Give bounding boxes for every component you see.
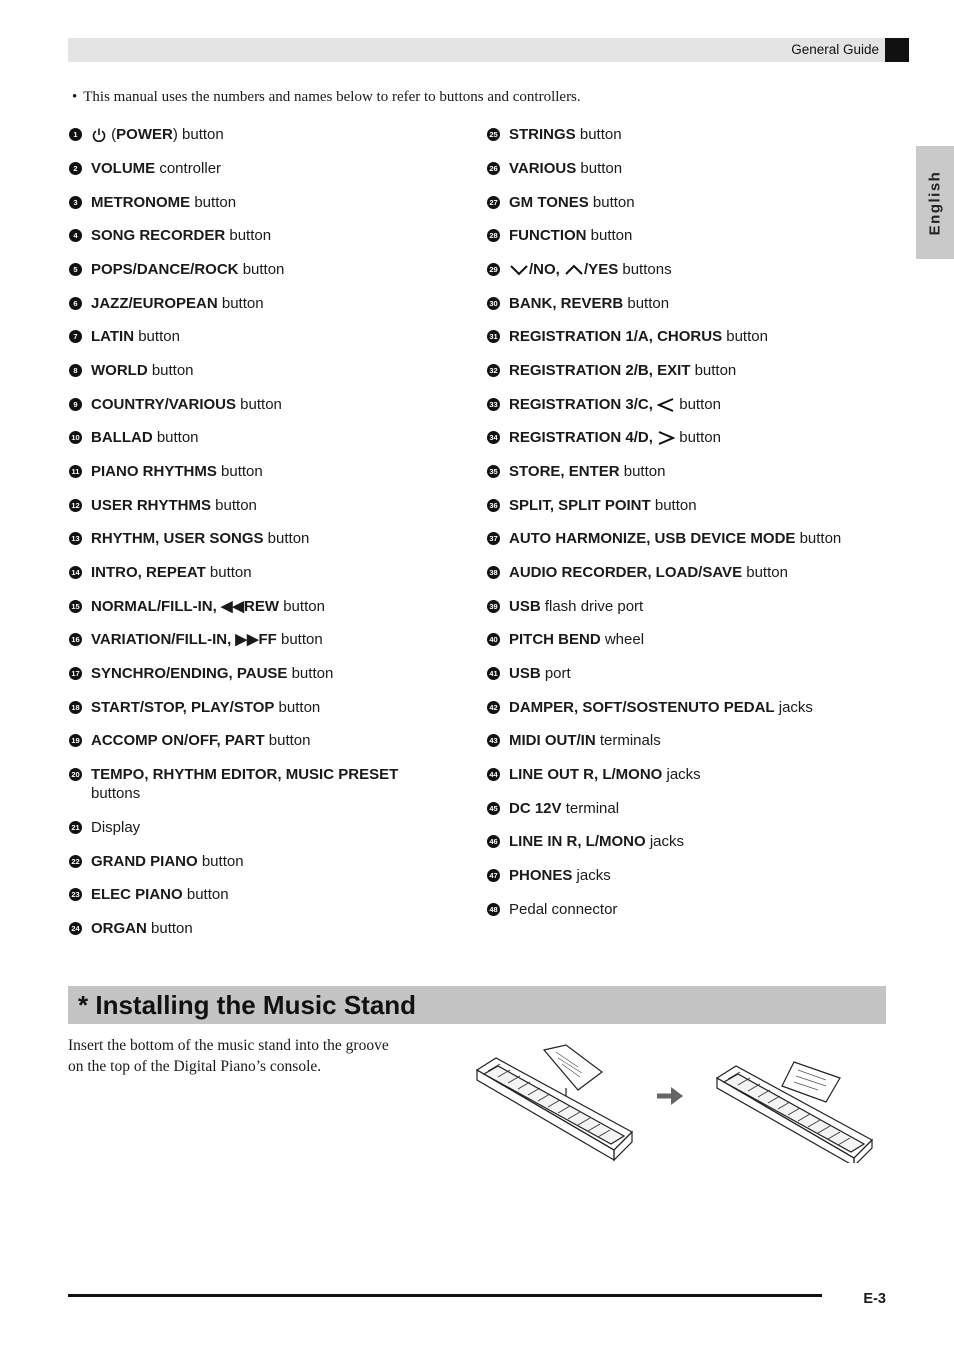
item-label-bold: LINE OUT R, L/MONO <box>509 766 663 783</box>
item-label <box>509 462 665 481</box>
item-number-badge: 22 <box>69 855 82 868</box>
item-label-rest: Pedal connector <box>509 901 618 918</box>
item-label-rest: jacks <box>662 766 701 783</box>
item-label <box>509 799 619 818</box>
item-number-badge: 29 <box>487 263 500 276</box>
item-number-badge: 36 <box>487 499 500 512</box>
item-label-rest: button <box>190 194 237 211</box>
item-number-badge: 3 <box>69 196 82 209</box>
item-number-badge: 16 <box>69 633 82 646</box>
item-number-badge: 1 <box>69 128 82 141</box>
item-number-badge: 43 <box>487 734 500 747</box>
item-label <box>509 294 669 313</box>
item-label <box>509 866 611 885</box>
item-label <box>509 698 813 717</box>
item-number-badge: 17 <box>69 667 82 680</box>
item-number-badge: 46 <box>487 835 500 848</box>
item-label-bold: /YES <box>584 261 619 278</box>
item-label-rest: button <box>619 463 666 480</box>
item-number-badge: 39 <box>487 600 500 613</box>
footer-rule <box>68 1294 822 1297</box>
item-label <box>509 563 788 582</box>
intro-text: This manual uses the numbers and names below to refer to buttons and controllers. <box>83 89 581 105</box>
item-label-bold: DAMPER, SOFT/SOSTENUTO PEDAL <box>509 699 775 716</box>
item-label-bold: VOLUME <box>91 160 156 177</box>
item-number-badge: 38 <box>487 566 500 579</box>
item-label-bold: RHYTHM, USER SONGS <box>91 530 264 547</box>
item-number-badge: 35 <box>487 465 500 478</box>
section-title: * Installing the Music Stand <box>78 990 417 1020</box>
item-label-bold: COUNTRY/VARIOUS <box>91 396 237 413</box>
item-label-rest: button <box>287 665 334 682</box>
item-number-badge: 30 <box>487 297 500 310</box>
item-label-rest: button <box>217 295 264 312</box>
item-number-badge: 41 <box>487 667 500 680</box>
item-label-bold: FUNCTION <box>509 227 587 244</box>
item-label-bold: SONG RECORDER <box>91 227 226 244</box>
item-label-rest: jacks <box>774 699 813 716</box>
item-label-rest: controller <box>155 160 222 177</box>
item-label-rest: terminals <box>595 732 661 749</box>
item-number-badge: 8 <box>69 364 82 377</box>
item-label-rest: button <box>238 261 285 278</box>
language-tab <box>916 146 954 259</box>
item-label-bold: NORMAL/FILL-IN, ◀◀REW <box>91 598 280 615</box>
item-number-badge: 44 <box>487 768 500 781</box>
item-label-bold: REGISTRATION 3/C, <box>509 396 653 413</box>
item-label-bold: POPS/DANCE/ROCK <box>91 261 239 278</box>
item-label-bold: METRONOME <box>91 194 191 211</box>
item-label-bold: GM TONES <box>509 194 589 211</box>
item-label-bold: START/STOP, PLAY/STOP <box>91 699 275 716</box>
item-label <box>91 529 309 548</box>
item-number-badge: 14 <box>69 566 82 579</box>
item-label-rest: button <box>588 194 635 211</box>
item-label-rest: button <box>182 886 229 903</box>
item-number-badge: 13 <box>69 532 82 545</box>
item-label <box>91 731 311 750</box>
item-label-bold: SPLIT, SPLIT POINT <box>509 497 651 514</box>
item-label <box>91 664 333 683</box>
item-label-rest: terminal <box>561 800 620 817</box>
item-label-rest: button <box>274 699 321 716</box>
item-label-bold: MIDI OUT/IN <box>509 732 596 749</box>
item-label-rest: jacks <box>645 833 685 850</box>
item-label <box>509 395 721 414</box>
item-label <box>509 900 617 919</box>
item-label-bold: TEMPO, RHYTHM EDITOR, MUSIC PRESET <box>91 766 399 783</box>
chevron-left-icon <box>657 398 675 412</box>
item-label-bold: PITCH BEND <box>509 631 601 648</box>
intro-line <box>72 89 581 106</box>
instruction-text: Insert the bottom of the music stand into the groove on the top of the Digital Piano’s console. <box>68 1037 389 1075</box>
item-number-badge: 23 <box>69 888 82 901</box>
item-label <box>509 125 622 144</box>
item-label <box>91 193 236 212</box>
item-label-bold: SYNCHRO/ENDING, PAUSE <box>91 665 288 682</box>
item-label-rest: button <box>722 328 768 345</box>
item-number-badge: 21 <box>69 821 82 834</box>
item-number-badge: 31 <box>487 330 500 343</box>
item-number-badge: 15 <box>69 600 82 613</box>
item-label-rest: wheel <box>600 631 645 648</box>
item-label-bold: ORGAN <box>91 920 147 937</box>
item-label-bold: BANK, REVERB <box>509 295 624 312</box>
item-label <box>509 159 622 178</box>
item-label-rest: button <box>586 227 633 244</box>
header-bar <box>68 38 909 62</box>
item-label-rest: button <box>205 564 252 581</box>
item-label <box>91 885 229 904</box>
item-label-bold: VARIATION/FILL-IN, ▶▶FF <box>91 631 277 648</box>
item-label <box>509 529 841 548</box>
item-number-badge: 9 <box>69 398 82 411</box>
item-label-rest: buttons <box>618 261 672 278</box>
item-label-bold: JAZZ/EUROPEAN <box>91 295 218 312</box>
arrow-right-icon <box>655 1085 685 1107</box>
item-label <box>509 832 684 851</box>
item-label-bold: STORE, ENTER <box>509 463 620 480</box>
item-label-bold: REGISTRATION 2/B, EXIT <box>509 362 691 379</box>
item-label-bold: VARIOUS <box>509 160 577 177</box>
item-number-badge: 27 <box>487 196 500 209</box>
item-label <box>91 597 325 616</box>
item-number-badge: 40 <box>487 633 500 646</box>
item-label <box>91 260 284 279</box>
language-tab-label: English <box>926 170 944 235</box>
item-label-rest: button <box>742 564 788 581</box>
item-label-rest: port <box>540 665 571 682</box>
header-marker <box>885 38 909 62</box>
bullet: • <box>72 89 78 105</box>
item-label-rest: flash drive port <box>540 598 644 615</box>
item-label-rest: button <box>279 598 325 615</box>
item-label-rest: button <box>690 362 737 379</box>
piano-stand-before-illustration <box>474 1040 634 1165</box>
item-label <box>91 563 252 582</box>
item-label-bold: GRAND PIANO <box>91 853 198 870</box>
item-label-continuation: buttons <box>91 785 141 802</box>
item-number-badge: 48 <box>487 903 500 916</box>
item-label-rest: button <box>623 295 670 312</box>
item-label-bold: USB <box>509 665 541 682</box>
item-label-bold: AUDIO RECORDER, LOAD/SAVE <box>509 564 743 581</box>
item-label <box>509 428 721 447</box>
item-label <box>91 159 221 178</box>
item-label-bold: ELEC PIANO <box>91 886 183 903</box>
item-label-bold: LATIN <box>91 328 135 345</box>
item-label-bold: AUTO HARMONIZE, USB DEVICE MODE <box>509 530 796 547</box>
item-label <box>91 496 257 515</box>
item-label-bold: /NO, <box>529 261 565 278</box>
item-label-rest: button <box>675 396 721 413</box>
item-label-rest: button <box>134 328 180 345</box>
item-label <box>91 818 140 837</box>
item-label <box>509 765 701 784</box>
item-label-bold: WORLD <box>91 362 148 379</box>
item-label <box>509 731 661 750</box>
item-label <box>91 462 263 481</box>
item-label-bold: PIANO RHYTHMS <box>91 463 217 480</box>
item-number-badge: 34 <box>487 431 500 444</box>
chevron-down-icon <box>509 264 529 276</box>
page-number: E-3 <box>863 1291 886 1307</box>
item-label <box>91 630 323 649</box>
item-label-bold: BALLAD <box>91 429 153 446</box>
item-number-badge: 6 <box>69 297 82 310</box>
item-label-rest: button <box>211 497 257 514</box>
item-number-badge: 20 <box>69 768 82 781</box>
item-label <box>91 919 193 938</box>
item-number-badge: 37 <box>487 532 500 545</box>
item-label-bold: REGISTRATION 4/D, <box>509 429 653 446</box>
header-title: General Guide <box>791 42 879 57</box>
item-number-badge: 12 <box>69 499 82 512</box>
item-label-bold: REGISTRATION 1/A, CHORUS <box>509 328 723 345</box>
item-label-bold: ACCOMP ON/OFF, PART <box>91 732 265 749</box>
item-label <box>509 664 571 683</box>
item-label <box>91 765 398 784</box>
item-label-rest: button <box>225 227 272 244</box>
item-label-rest: button <box>650 497 697 514</box>
item-label <box>91 327 180 346</box>
item-label <box>509 327 768 346</box>
piano-stand-after-illustration <box>714 1058 874 1163</box>
item-label-bold: USB <box>509 598 541 615</box>
item-number-badge: 10 <box>69 431 82 444</box>
item-label <box>509 226 632 245</box>
item-label <box>509 630 644 649</box>
item-label <box>91 852 244 871</box>
item-label-rest: button <box>152 429 199 446</box>
item-label-rest: button <box>795 530 842 547</box>
item-label <box>91 395 282 414</box>
item-number-badge: 4 <box>69 229 82 242</box>
item-number-badge: 5 <box>69 263 82 276</box>
item-number-badge: 42 <box>487 701 500 714</box>
item-number-badge: 47 <box>487 869 500 882</box>
item-label <box>509 597 643 616</box>
item-label-rest: button <box>236 396 282 413</box>
item-label-mid: ( <box>111 126 117 143</box>
item-label-rest: button <box>264 732 311 749</box>
item-label-rest: button <box>675 429 721 446</box>
item-label-rest: button <box>576 160 623 177</box>
item-label-rest: button <box>276 631 323 648</box>
item-number-badge: 25 <box>487 128 500 141</box>
item-label-rest: jacks <box>572 867 611 884</box>
item-label-rest: button <box>216 463 263 480</box>
item-label <box>91 361 194 380</box>
item-label <box>509 361 736 380</box>
item-number-badge: 11 <box>69 465 82 478</box>
item-label-rest: Display <box>91 819 141 836</box>
item-number-badge: 32 <box>487 364 500 377</box>
item-number-badge: 2 <box>69 162 82 175</box>
power-icon <box>91 127 107 143</box>
item-number-badge: 26 <box>487 162 500 175</box>
item-label-rest: button <box>147 362 194 379</box>
item-number-badge: 19 <box>69 734 82 747</box>
item-label <box>509 193 635 212</box>
item-label-bold: PHONES <box>509 867 573 884</box>
item-label <box>91 125 224 144</box>
item-label-rest: button <box>146 920 193 937</box>
item-label-rest: button <box>575 126 622 143</box>
item-label-rest: button <box>197 853 244 870</box>
item-label <box>91 698 320 717</box>
item-number-badge: 24 <box>69 922 82 935</box>
item-label-rest: button <box>263 530 310 547</box>
item-label <box>91 294 264 313</box>
item-label-bold: DC 12V <box>509 800 562 817</box>
item-label-bold: POWER <box>116 126 173 143</box>
item-number-badge: 45 <box>487 802 500 815</box>
section-header <box>68 986 886 1024</box>
chevron-right-icon <box>657 431 675 445</box>
item-label <box>91 226 271 245</box>
item-number-badge: 33 <box>487 398 500 411</box>
item-label-bold: USER RHYTHMS <box>91 497 212 514</box>
item-number-badge: 28 <box>487 229 500 242</box>
item-label <box>91 428 199 447</box>
item-label-bold: LINE IN R, L/MONO <box>509 833 646 850</box>
item-number-badge: 7 <box>69 330 82 343</box>
item-label <box>509 496 697 515</box>
item-label-bold: INTRO, REPEAT <box>91 564 206 581</box>
item-label-rest: ) button <box>172 126 224 143</box>
item-label <box>509 260 672 279</box>
item-label-bold: STRINGS <box>509 126 576 143</box>
item-number-badge: 18 <box>69 701 82 714</box>
chevron-up-icon <box>564 264 584 276</box>
